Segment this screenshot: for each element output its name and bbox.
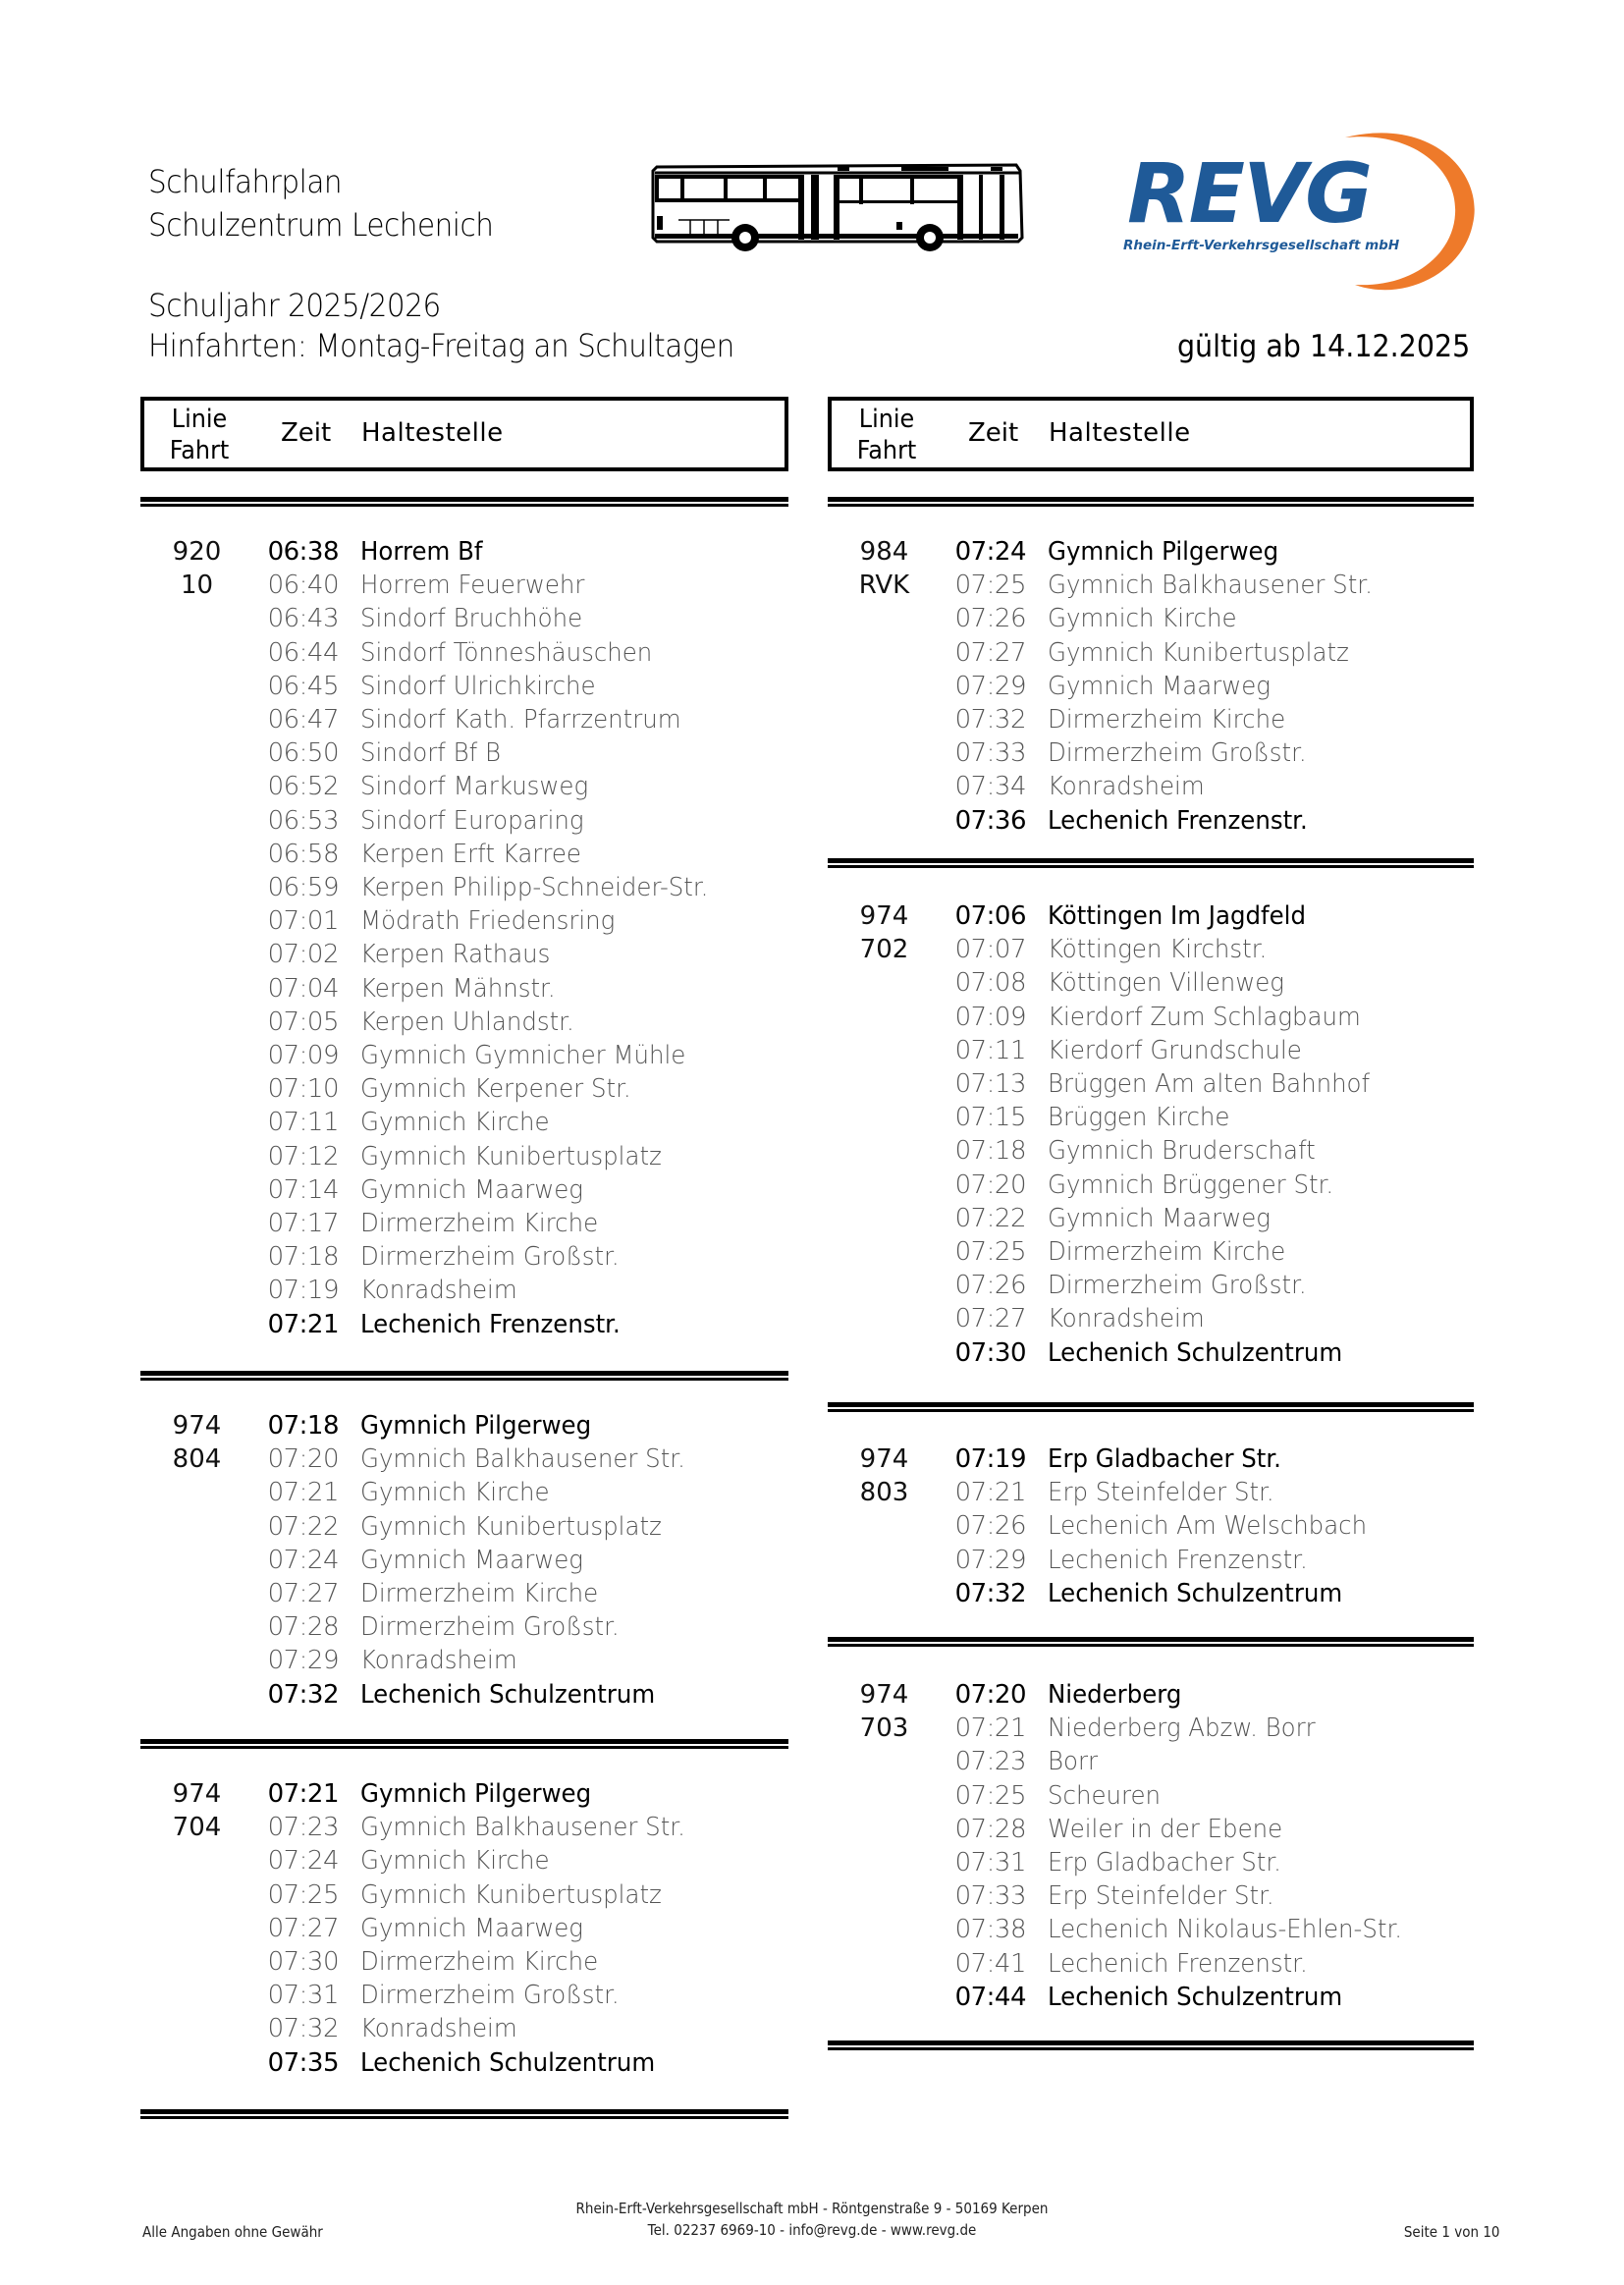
stop-name: Brüggen Kirche — [1048, 1103, 1230, 1133]
stop-time: 07:26 — [954, 604, 1026, 634]
stop-row — [140, 736, 788, 770]
trip-number: 704 — [172, 1813, 222, 1842]
stop-name: Gymnich Kerpener Str. — [360, 1074, 631, 1105]
stop-time: 07:26 — [954, 1271, 1026, 1301]
separator — [828, 858, 1474, 868]
stop-name: Gymnich Maarweg — [1048, 1203, 1271, 1233]
stop-time: 07:28 — [954, 1814, 1026, 1844]
stop-row — [828, 1169, 1474, 1202]
stop-row — [828, 1134, 1474, 1168]
stop-row — [828, 1235, 1474, 1269]
stop-name: Gymnich Maarweg — [360, 1545, 583, 1575]
stop-name: Lechenich Schulzentrum — [1048, 1337, 1343, 1368]
stop-name: Lechenich Frenzenstr. — [360, 1309, 621, 1339]
stop-name: Gymnich Kirche — [360, 1846, 550, 1877]
svg-text:Rhein-Erft-Verkehrsgesellschaf: Rhein-Erft-Verkehrsgesellschaft mbH — [1123, 238, 1400, 253]
stop-name: Lechenich Frenzenstr. — [1048, 1948, 1308, 1979]
stop-name: Kerpen Rathaus — [360, 940, 551, 970]
stop-name: Konradsheim — [360, 1276, 517, 1306]
stop-row — [828, 899, 1474, 933]
stop-time: 07:33 — [954, 1881, 1026, 1912]
stop-name: Erp Steinfelder Str. — [1048, 1881, 1274, 1912]
stop-row — [828, 966, 1474, 1000]
stop-row — [140, 1006, 788, 1039]
disclaimer: Alle Angaben ohne Gewähr — [142, 2223, 323, 2241]
stop-time: 07:23 — [267, 1813, 339, 1843]
stop-row — [828, 1678, 1474, 1712]
stop-row — [828, 1336, 1474, 1370]
stop-name: Konradsheim — [1048, 1304, 1205, 1334]
stop-time: 06:44 — [267, 637, 339, 668]
stop-time: 07:21 — [954, 1714, 1026, 1744]
stop-time: 07:01 — [267, 906, 339, 937]
stop-row — [828, 1476, 1474, 1509]
stop-name: Kerpen Erft Karree — [360, 839, 581, 869]
stop-time: 07:18 — [954, 1136, 1026, 1167]
stop-row — [828, 569, 1474, 602]
stop-time: 07:30 — [954, 1337, 1026, 1368]
stop-name: Konradsheim — [1048, 772, 1205, 802]
stop-row — [140, 1577, 788, 1610]
stop-row — [140, 1140, 788, 1173]
stop-name: Lechenich Frenzenstr. — [1048, 805, 1308, 836]
stop-name: Gymnich Kirche — [1048, 604, 1237, 634]
stop-time: 07:20 — [267, 1444, 339, 1475]
stop-time: 07:19 — [267, 1276, 339, 1306]
stop-time: 07:10 — [267, 1074, 339, 1105]
stop-name: Lechenich Nikolaus-Ehlen-Str. — [1048, 1915, 1403, 1945]
stop-row — [140, 770, 788, 803]
stop-time: 07:12 — [267, 1141, 339, 1171]
stop-time: 07:23 — [954, 1747, 1026, 1777]
stop-time: 07:31 — [267, 1981, 339, 2011]
trip-number: 702 — [859, 935, 909, 964]
stop-time: 07:21 — [267, 1779, 339, 1809]
stop-name: Lechenich Schulzentrum — [360, 1679, 656, 1710]
svg-text:REVG: REVG — [1127, 145, 1372, 242]
page-number: Seite 1 von 10 — [1404, 2223, 1500, 2241]
stop-name: Horrem Bf — [360, 537, 483, 567]
separator — [140, 1371, 788, 1381]
stop-row — [828, 1067, 1474, 1101]
stop-time: 07:33 — [954, 738, 1026, 769]
stop-time: 07:25 — [954, 1780, 1026, 1811]
stop-time: 07:07 — [954, 935, 1026, 965]
header-haltestelle: Haltestelle — [1049, 418, 1191, 448]
stop-time: 07:25 — [954, 1237, 1026, 1267]
stop-time: 07:34 — [954, 772, 1026, 802]
stop-name: Mödrath Friedensring — [360, 906, 616, 937]
header-zeit: Zeit — [281, 418, 332, 448]
stop-row — [140, 1811, 788, 1844]
stop-time: 07:41 — [954, 1948, 1026, 1979]
stop-name: Gymnich Maarweg — [360, 1174, 583, 1205]
stop-name: Köttingen Villenweg — [1048, 968, 1284, 999]
stop-time: 07:08 — [954, 968, 1026, 999]
trip-number: 703 — [859, 1714, 909, 1743]
company-address: Rhein-Erft-Verkehrsgesellschaft mbH - Röntgenstraße 9 - 50169 Kerpen — [575, 2200, 1049, 2217]
line-number: 984 — [859, 537, 909, 567]
stop-row — [140, 1274, 788, 1307]
stop-name: Gymnich Brüggener Str. — [1048, 1170, 1334, 1200]
stop-row — [140, 636, 788, 670]
header-fahrt: Fahrt — [169, 436, 230, 465]
stop-name: Sindorf Europaring — [360, 805, 584, 836]
stop-row — [828, 1577, 1474, 1610]
stop-time: 07:19 — [954, 1444, 1026, 1474]
company-info — [81, 2198, 1543, 2241]
stop-time: 07:04 — [267, 973, 339, 1004]
stop-name: Sindorf Bruchhöhe — [360, 604, 583, 634]
bus-icon — [651, 159, 1024, 252]
stop-time: 07:24 — [267, 1846, 339, 1877]
stop-name: Gymnich Balkhausener Str. — [360, 1444, 685, 1475]
table-header-left — [140, 397, 788, 471]
stop-row — [140, 1510, 788, 1544]
stop-row — [140, 1308, 788, 1341]
stop-time: 07:21 — [267, 1309, 339, 1339]
stop-row — [140, 602, 788, 635]
stop-row — [140, 938, 788, 971]
stop-time: 07:02 — [267, 940, 339, 970]
stop-row — [140, 703, 788, 736]
stop-row — [140, 1979, 788, 2012]
stop-name: Gymnich Maarweg — [360, 1913, 583, 1943]
stop-time: 07:35 — [267, 2047, 339, 2078]
stop-time: 07:21 — [954, 1478, 1026, 1508]
stop-row — [828, 670, 1474, 703]
stop-time: 07:32 — [267, 1679, 339, 1710]
stop-time: 07:06 — [954, 901, 1026, 931]
stop-row — [140, 804, 788, 838]
stop-time: 07:18 — [267, 1242, 339, 1273]
stop-time: 06:45 — [267, 671, 339, 701]
stop-row — [828, 1442, 1474, 1476]
line-number: 974 — [859, 1444, 909, 1474]
valid-from: gültig ab 14.12.2025 — [1176, 329, 1470, 364]
stop-name: Köttingen Im Jagdfeld — [1048, 901, 1306, 931]
stop-name: Lechenich Schulzentrum — [1048, 1982, 1343, 2012]
stop-name: Lechenich Schulzentrum — [360, 2047, 656, 2078]
stop-name: Gymnich Kunibertusplatz — [360, 1879, 662, 1910]
header-linie: Linie — [858, 405, 915, 434]
header-fahrt: Fahrt — [856, 436, 917, 465]
stop-row — [140, 1039, 788, 1072]
stop-name: Dirmerzheim Kirche — [360, 1947, 599, 1977]
stop-time: 07:44 — [954, 1982, 1026, 2012]
stop-name: Dirmerzheim Kirche — [1048, 705, 1286, 734]
stop-name: Niederberg Abzw. Borr — [1048, 1714, 1316, 1744]
stop-name: Niederberg — [1048, 1680, 1182, 1710]
stop-name: Dirmerzheim Großstr. — [360, 1242, 620, 1273]
stop-row — [140, 1207, 788, 1240]
stop-row — [140, 1476, 788, 1509]
stop-time: 07:32 — [954, 705, 1026, 734]
stop-time: 06:40 — [267, 571, 339, 601]
stop-row — [140, 569, 788, 602]
stop-row — [828, 1034, 1474, 1067]
stop-name: Gymnich Gymnicher Mühle — [360, 1041, 686, 1070]
stop-row — [828, 933, 1474, 966]
stop-name: Gymnich Balkhausener Str. — [1048, 571, 1373, 601]
line-number: 974 — [172, 1779, 222, 1809]
stop-name: Brüggen Am alten Bahnhof — [1048, 1069, 1371, 1099]
stop-row — [828, 1745, 1474, 1778]
stop-time: 07:36 — [954, 805, 1026, 836]
stop-row — [140, 1610, 788, 1644]
stop-row — [140, 1173, 788, 1207]
stop-time: 06:50 — [267, 738, 339, 769]
stop-name: Borr — [1048, 1747, 1099, 1777]
stop-time: 07:27 — [954, 637, 1026, 668]
stop-name: Gymnich Kirche — [360, 1108, 550, 1138]
separator — [828, 2040, 1474, 2050]
table-header-right — [828, 397, 1474, 471]
stop-row — [140, 1844, 788, 1877]
stop-name: Gymnich Kunibertusplatz — [1048, 637, 1349, 668]
stop-name: Dirmerzheim Großstr. — [360, 1981, 620, 2011]
stop-name: Kierdorf Zum Schlagbaum — [1048, 1002, 1361, 1032]
stop-row — [828, 703, 1474, 736]
stop-time: 07:25 — [267, 1879, 339, 1910]
stop-name: Köttingen Kirchstr. — [1048, 935, 1268, 965]
stop-time: 06:53 — [267, 805, 339, 836]
stop-name: Scheuren — [1048, 1780, 1162, 1811]
stop-time: 07:09 — [954, 1002, 1026, 1032]
stop-row — [828, 1947, 1474, 1981]
stop-row — [140, 972, 788, 1006]
stop-row — [828, 602, 1474, 635]
stop-name: Dirmerzheim Großstr. — [1048, 738, 1307, 769]
separator — [828, 497, 1474, 507]
stop-time: 07:18 — [267, 1411, 339, 1441]
stop-row — [140, 1106, 788, 1139]
stop-name: Gymnich Kunibertusplatz — [360, 1511, 662, 1542]
stop-name: Lechenich Frenzenstr. — [1048, 1545, 1308, 1575]
stop-name: Kierdorf Grundschule — [1048, 1035, 1302, 1065]
stop-time: 07:32 — [954, 1578, 1026, 1608]
stop-row — [828, 770, 1474, 803]
stop-row — [828, 1269, 1474, 1302]
stop-name: Gymnich Maarweg — [1048, 671, 1271, 701]
stop-name: Gymnich Pilgerweg — [1048, 537, 1279, 567]
stop-name: Sindorf Tönneshäuschen — [360, 637, 653, 668]
stop-row — [828, 1981, 1474, 2014]
stop-time: 07:31 — [954, 1848, 1026, 1877]
stop-time: 07:27 — [267, 1579, 339, 1608]
stop-time: 07:13 — [954, 1069, 1026, 1099]
stop-time: 07:27 — [954, 1304, 1026, 1334]
stop-time: 07:20 — [954, 1170, 1026, 1200]
stop-row — [140, 670, 788, 703]
stop-row — [828, 1101, 1474, 1134]
stop-row — [828, 1712, 1474, 1745]
stop-row — [140, 838, 788, 871]
stop-row — [140, 1409, 788, 1442]
stop-time: 07:28 — [267, 1612, 339, 1643]
stop-name: Horrem Feuerwehr — [360, 571, 585, 601]
stop-name: Lechenich Schulzentrum — [1048, 1578, 1343, 1608]
stop-row — [140, 1912, 788, 1945]
stop-row — [140, 1240, 788, 1274]
stop-name: Gymnich Bruderschaft — [1048, 1136, 1316, 1167]
stop-name: Gymnich Pilgerweg — [360, 1411, 592, 1441]
stop-row — [828, 1879, 1474, 1913]
stop-time: 07:29 — [267, 1646, 339, 1676]
revg-logo — [1119, 116, 1483, 302]
stop-name: Sindorf Kath. Pfarrzentrum — [360, 705, 681, 734]
stop-time: 07:25 — [954, 571, 1026, 601]
stop-time: 07:22 — [267, 1511, 339, 1542]
stop-row — [828, 1302, 1474, 1335]
stop-time: 06:58 — [267, 839, 339, 869]
line-number: 974 — [859, 901, 909, 931]
stop-name: Gymnich Pilgerweg — [360, 1779, 592, 1809]
stop-time: 07:22 — [954, 1203, 1026, 1233]
separator — [140, 497, 788, 507]
stop-row — [140, 871, 788, 904]
stop-row — [828, 1509, 1474, 1543]
company-contact: Tel. 02237 6969-10 - info@revg.de - www.revg.de — [647, 2221, 977, 2239]
school-year: Schuljahr 2025/2026 — [148, 287, 441, 324]
stop-row — [828, 1846, 1474, 1879]
stop-time: 07:11 — [267, 1108, 339, 1138]
stop-name: Sindorf Bf B — [360, 738, 502, 769]
separator — [828, 1402, 1474, 1412]
stop-row — [140, 535, 788, 569]
stop-name: Dirmerzheim Kirche — [360, 1209, 599, 1238]
stop-time: 07:24 — [267, 1545, 339, 1575]
stop-name: Gymnich Balkhausener Str. — [360, 1813, 685, 1843]
stop-name: Sindorf Ulrichkirche — [360, 671, 596, 701]
stop-row — [828, 1779, 1474, 1813]
stop-name: Gymnich Kirche — [360, 1478, 550, 1508]
stop-name: Kerpen Uhlandstr. — [360, 1006, 574, 1037]
document-title: Schulfahrplan — [148, 163, 343, 200]
stop-name: Dirmerzheim Kirche — [1048, 1237, 1286, 1267]
stop-row — [140, 1878, 788, 1912]
stop-time: 07:32 — [267, 2014, 339, 2044]
line-number: 974 — [172, 1411, 222, 1441]
trip-number: RVK — [858, 571, 910, 600]
stop-row — [140, 1945, 788, 1979]
stop-name: Konradsheim — [360, 1646, 517, 1676]
stop-time: 07:29 — [954, 1545, 1026, 1575]
stop-name: Lechenich Am Welschbach — [1048, 1511, 1368, 1542]
stop-time: 07:20 — [954, 1680, 1026, 1710]
stop-time: 07:14 — [267, 1174, 339, 1205]
separator — [140, 2109, 788, 2119]
stop-name: Kerpen Philipp-Schneider-Str. — [360, 873, 709, 902]
stop-row — [828, 1913, 1474, 1946]
stop-row — [140, 2046, 788, 2080]
stop-time: 07:26 — [954, 1511, 1026, 1542]
separator — [140, 1739, 788, 1749]
trip-number: 10 — [180, 571, 214, 600]
stop-row — [140, 1644, 788, 1677]
stop-time: 07:17 — [267, 1209, 339, 1238]
separator — [828, 1637, 1474, 1647]
stop-time: 07:29 — [954, 671, 1026, 701]
stop-row — [140, 1777, 788, 1811]
service-description: Hinfahrten: Montag-Freitag an Schultagen — [148, 327, 734, 364]
stop-time: 06:47 — [267, 705, 339, 734]
header-linie: Linie — [171, 405, 228, 434]
stop-name: Erp Steinfelder Str. — [1048, 1478, 1274, 1508]
stop-row — [140, 1442, 788, 1476]
stop-row — [828, 736, 1474, 770]
stop-name: Dirmerzheim Großstr. — [1048, 1271, 1307, 1301]
line-number: 974 — [859, 1680, 909, 1710]
stop-time: 07:24 — [954, 537, 1026, 567]
stop-row — [828, 804, 1474, 838]
stop-row — [828, 535, 1474, 569]
header-linie-fahrt — [163, 404, 236, 466]
stop-time: 07:05 — [267, 1006, 339, 1037]
header-haltestelle: Haltestelle — [361, 418, 504, 448]
stop-time: 06:43 — [267, 604, 339, 634]
header-zeit: Zeit — [968, 418, 1019, 448]
stop-row — [828, 1813, 1474, 1846]
stop-time: 07:38 — [954, 1915, 1026, 1945]
stop-row — [140, 904, 788, 938]
stop-time: 07:21 — [267, 1478, 339, 1508]
stop-row — [828, 636, 1474, 670]
stop-row — [140, 1678, 788, 1712]
stop-row — [828, 1544, 1474, 1577]
stop-time: 07:27 — [267, 1913, 339, 1943]
stop-row — [140, 2012, 788, 2045]
stop-name: Kerpen Mähnstr. — [360, 973, 556, 1004]
stop-name: Gymnich Kunibertusplatz — [360, 1141, 662, 1171]
trip-number: 804 — [172, 1444, 222, 1474]
stop-name: Konradsheim — [360, 2014, 517, 2044]
stop-name: Weiler in der Ebene — [1048, 1814, 1283, 1844]
stop-name: Erp Gladbacher Str. — [1048, 1444, 1281, 1474]
line-number: 920 — [172, 537, 222, 567]
stop-row — [140, 1544, 788, 1577]
trip-number: 803 — [859, 1478, 909, 1507]
stop-row — [140, 1072, 788, 1106]
stop-row — [828, 1202, 1474, 1235]
stop-name: Dirmerzheim Großstr. — [360, 1612, 620, 1643]
stop-time: 07:11 — [954, 1035, 1026, 1065]
document-subtitle: Schulzentrum Lechenich — [148, 206, 494, 244]
stop-time: 06:59 — [267, 873, 339, 902]
stop-time: 07:09 — [267, 1041, 339, 1070]
stop-name: Dirmerzheim Kirche — [360, 1579, 599, 1608]
stop-time: 06:38 — [267, 537, 339, 567]
stop-time: 07:30 — [267, 1947, 339, 1977]
stop-time: 07:15 — [954, 1103, 1026, 1133]
stop-row — [828, 1001, 1474, 1034]
stop-time: 06:52 — [267, 772, 339, 802]
header-linie-fahrt — [850, 404, 923, 466]
stop-name: Erp Gladbacher Str. — [1048, 1848, 1281, 1877]
stop-name: Sindorf Markusweg — [360, 772, 589, 802]
